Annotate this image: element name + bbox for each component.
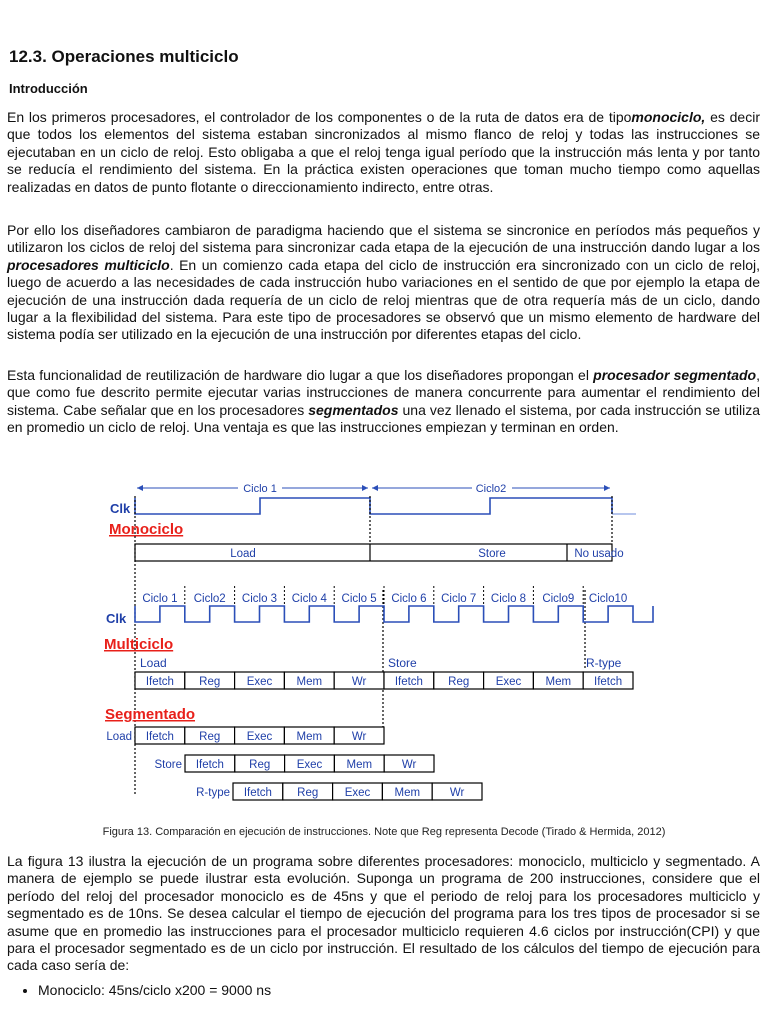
multi-stage-label: Reg (199, 676, 221, 688)
seg-stage (185, 755, 235, 772)
paragraph-1: En los primeros procesadores, el controlador de los componentes o de la ruta de datos era de tipomonociclo, es decir que todos los elementos del sistema estaban sincronizados al mismo flanco de reloj y todas las instrucciones se ejecutaban en un ciclo de reloj. Esto obligaba a que el reloj tenga igual período que la instrucción más lenta y por tanto se reducía el rendimiento del sistema. En la práctica existen operaciones que toman mucho tiempo como aquellas realizadas en datos de punto flotante o direccionamiento indirecto, entre otras. (7, 109, 760, 195)
figure-caption: Figura 13. Comparación en ejecución de instrucciones. Note que Reg representa Decode (Tirado & Hermida, 2012) (102, 826, 666, 838)
multi-cycle-label: Ciclo 1 (142, 593, 178, 605)
seg-stage-label: Exec (344, 787, 371, 799)
segmentado-section (105, 706, 482, 800)
multi-stage (284, 672, 334, 689)
guide-lines (135, 496, 612, 795)
seg-stage (235, 727, 285, 744)
monociclo-title: Monociclo (109, 521, 184, 538)
seg-stage-label: Mem (346, 759, 373, 771)
seg-stage-label: Reg (297, 787, 319, 799)
seg-stage (135, 727, 185, 744)
seg-stage-label: Wr (351, 731, 367, 743)
seg-stage (285, 755, 335, 772)
mono-ciclo2-label: Ciclo2 (475, 483, 507, 495)
multi-stage (434, 672, 484, 689)
intro-heading: Introducción (9, 81, 88, 96)
segmentado-title: Segmentado (105, 706, 196, 723)
mono-store: Store (478, 548, 506, 560)
multi-stage-label: Mem (296, 676, 323, 688)
multi-cycle-labels (142, 586, 627, 605)
result-item: • Monociclo: 45ns/ciclo x200 = 9000 ns (38, 982, 271, 998)
mono-no-usado: No usado (574, 548, 624, 560)
multi-cycle-label: Ciclo 6 (391, 593, 427, 605)
seg-stage (382, 783, 432, 800)
multi-stage (135, 672, 185, 689)
multi-cycle-label: Ciclo 3 (241, 593, 278, 605)
multi-stage (533, 672, 583, 689)
multi-stage (185, 672, 235, 689)
paragraph-4: La figura 13 ilustra la ejecución de un programa sobre diferentes procesadores: monociclo, multiciclo y segmentado. A manera de ejemplo se puede ilustrar esta evolución. Suponga un programa de 200 instrucciones, considere que el período del reloj del procesador monociclo es de 45ns y que el periodo de reloj para los procesadores multiciclo y segmentado es de 10ns. Se desea calcular el tiempo de ejecución del programa para los tres tipos de procesador si se asume que en promedio las instrucciones para el procesador multiciclo requieren 4.6 ciclos por instrucción(CPI) y que para el procesador segmentado es de un ciclo por instrucción. El resultado de los cálculos del tiempo de ejecución para cada caso sería de: (7, 853, 760, 974)
multi-store-label: Store (388, 656, 417, 670)
seg-stage-label: Mem (394, 787, 421, 799)
timing-diagram (0, 470, 768, 815)
multi-stage-label: Wr (351, 676, 367, 688)
multi-stage (235, 672, 285, 689)
seg-stage (384, 755, 434, 772)
seg-stage-label: Wr (401, 759, 417, 771)
emphasis-monociclo: monociclo, (631, 109, 706, 125)
mono-clock (110, 483, 636, 516)
seg-stage (334, 755, 384, 772)
monociclo-section (109, 521, 624, 561)
seg-stage-label: Mem (296, 731, 323, 743)
emphasis-segmentados: segmentados (308, 401, 399, 418)
seg-row-label: Store (154, 759, 182, 771)
multi-clk-label: Clk (106, 611, 127, 626)
seg-stage-label: Ifetch (195, 759, 224, 771)
seg-stage (333, 783, 383, 800)
multi-cycle-label: Ciclo9 (542, 593, 575, 605)
seg-stage-label: Exec (296, 759, 323, 771)
seg-stage-label: Ifetch (243, 787, 272, 799)
multi-cycle-label: Ciclo 7 (441, 593, 477, 605)
seg-row-label: Load (106, 731, 132, 743)
seg-stage-label: Reg (249, 759, 271, 771)
seg-stage-label: Ifetch (145, 731, 174, 743)
seg-stage-rows (106, 727, 482, 800)
seg-stage (284, 727, 334, 744)
multi-stage-boxes (135, 672, 633, 689)
multi-stage (484, 672, 534, 689)
multi-load-label: Load (140, 656, 167, 670)
multiciclo-section (104, 636, 633, 689)
mono-ciclo1-label: Ciclo 1 (243, 483, 277, 495)
multi-stage (334, 672, 384, 689)
seg-stage (334, 727, 384, 744)
multi-cycle-label: Ciclo 5 (341, 593, 377, 605)
multi-stage (384, 672, 434, 689)
seg-stage (235, 755, 285, 772)
multi-rtype-label: R-type (586, 656, 622, 670)
multi-stage-label: Ifetch (594, 676, 623, 688)
mono-load: Load (230, 548, 256, 560)
emphasis-multiciclo: procesadores multiciclo (7, 256, 170, 273)
mono-clk-label: Clk (110, 501, 131, 516)
multi-cycle-label: Ciclo10 (588, 593, 628, 605)
multi-stage-label: Mem (545, 676, 572, 688)
seg-stage-label: Reg (199, 731, 221, 743)
multi-cycle-label: Ciclo 8 (490, 593, 527, 605)
multi-stage (583, 672, 633, 689)
multi-clock (106, 586, 653, 626)
seg-row-label: R-type (196, 787, 230, 799)
seg-stage (185, 727, 235, 744)
seg-stage-label: Wr (449, 787, 465, 799)
section-title: 12.3. Operaciones multiciclo (9, 47, 239, 66)
paragraph-3: Esta funcionalidad de reutilización de hardware dio lugar a que los diseñadores propongan el procesador segmentado, que como fue descrito permite ejecutar varias instrucciones de manera concurrente para aumentar el rendimiento del sistema. Cabe señalar que en los procesadores segmentados una vez llenado el sistema, por cada instrucción se utiliza en promedio un ciclo de reloj. Una ventaja es que las instrucciones empiezan y terminan en orden. (7, 367, 761, 436)
seg-stage (233, 783, 283, 800)
multi-stage-label: Exec (246, 676, 273, 688)
multiciclo-title: Multiciclo (104, 636, 174, 653)
paragraph-2: Por ello los diseñadores cambiaron de paradigma haciendo que el sistema se sincronice en períodos más pequeños y utilizaron los ciclos de reloj del sistema para sincronizar cada etapa de la ejecución de una instrucción dando lugar a los procesadores multiciclo. En un comienzo cada etapa del ciclo de instrucción era sincronizado con un ciclo de reloj, luego de acuerdo a las necesidades de cada instrucción hubo variaciones en el sentido de que por ejemplo la etapa de ejecución de una instrucción dada requería de un ciclo de reloj mientras que de otra requería más de un ciclo, dando lugar a la flexibilidad del sistema. Para este tipo de procesadores se observó que un mismo elemento de hardware del sistema podía ser utilizado en la ejecución de una instrucción por diferentes etapas del ciclo. (7, 222, 760, 343)
multi-cycle-label: Ciclo 4 (291, 593, 327, 605)
multi-stage-label: Ifetch (394, 676, 423, 688)
result-list (22, 982, 271, 998)
seg-stage (432, 783, 482, 800)
emphasis-procesador-segmentado: procesador segmentado (593, 367, 757, 383)
multi-stage-label: Exec (495, 676, 522, 688)
seg-stage (283, 783, 333, 800)
multi-stage-label: Reg (448, 676, 470, 688)
seg-stage-label: Exec (246, 731, 273, 743)
multi-cycle-label: Ciclo2 (193, 593, 226, 605)
multi-stage-label: Ifetch (145, 676, 174, 688)
